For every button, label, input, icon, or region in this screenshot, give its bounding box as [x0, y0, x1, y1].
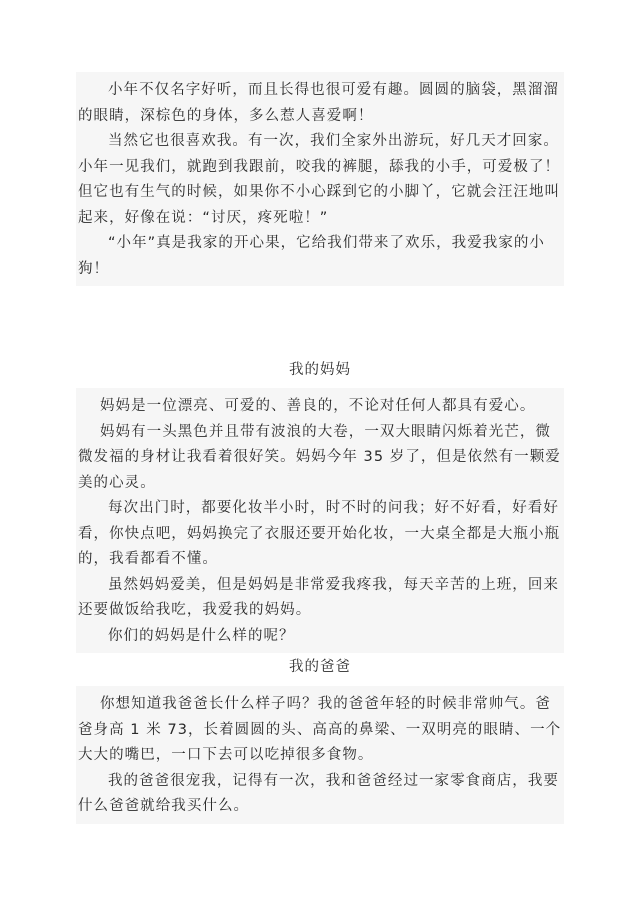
mom-essay-title: 我的妈妈	[289, 362, 351, 378]
dog-essay-block	[76, 72, 564, 286]
dad-paragraph-1: 你想知道我爸爸长什么样子吗？我的爸爸年轻的时候非常帅气。爸爸身高 1 米 73，长着圆圆的头、高高的鼻梁、一双明亮的眼睛、一个大大的嘴巴，一口下去可以吃掉很多食物。	[78, 696, 562, 763]
dad-paragraph-2: 我的爸爸很宠我，记得有一次，我和爸爸经过一家零食商店，我要什么爸爸就给我买什么。	[78, 772, 559, 814]
mom-paragraph-4: 虽然妈妈爱美，但是妈妈是非常爱我疼我，每天辛苦的上班，回来还要做饭给我吃，我爱我的妈妈。	[78, 576, 559, 618]
mom-paragraph-3: 每次出门时，都要化妆半小时，时不时的问我；好不好看，好看好看，你快点吧，妈妈换完了衣服还要开始化妆，一大桌全都是大瓶小瓶的，我看都看不懂。	[78, 500, 561, 567]
dog-paragraph-1: 小年不仅名字好听，而且长得也很可爱有趣。圆圆的脑袋，黑溜溜的眼睛，深棕色的身体，多么惹人喜爱啊！	[78, 82, 559, 124]
dad-essay-title: 我的爸爸	[289, 659, 351, 675]
dad-essay-block	[76, 686, 564, 824]
mom-paragraph-2: 妈妈有一头黑色并且带有波浪的大卷，一双大眼睛闪烁着光芒，微微发福的身材让我看着很好笑。妈妈今年 35 岁了，但是依然有一颗爱美的心灵。	[78, 423, 561, 491]
mom-paragraph-1: 妈妈是一位漂亮、可爱的、善良的，不论对任何人都具有爱心。	[100, 398, 536, 414]
mom-paragraph-5: 你们的妈妈是什么样的呢？	[108, 627, 295, 644]
dog-paragraph-3: “小年”真是我家的开心果，它给我们带来了欢乐，我爱我家的小狗！	[78, 235, 545, 277]
mom-essay-block	[76, 388, 564, 653]
dog-paragraph-2: 当然它也很喜欢我。有一次，我们全家外出游玩，好几天才回家。小年一见我们，就跑到我跟前，咬我的裤腿，舔我的小手，可爱极了！但它也有生气的时候，如果你不小心踩到它的小脚丫，它就会汪汪地叫起来，好像在说：“讨厌，疼死啦！”	[78, 133, 561, 226]
